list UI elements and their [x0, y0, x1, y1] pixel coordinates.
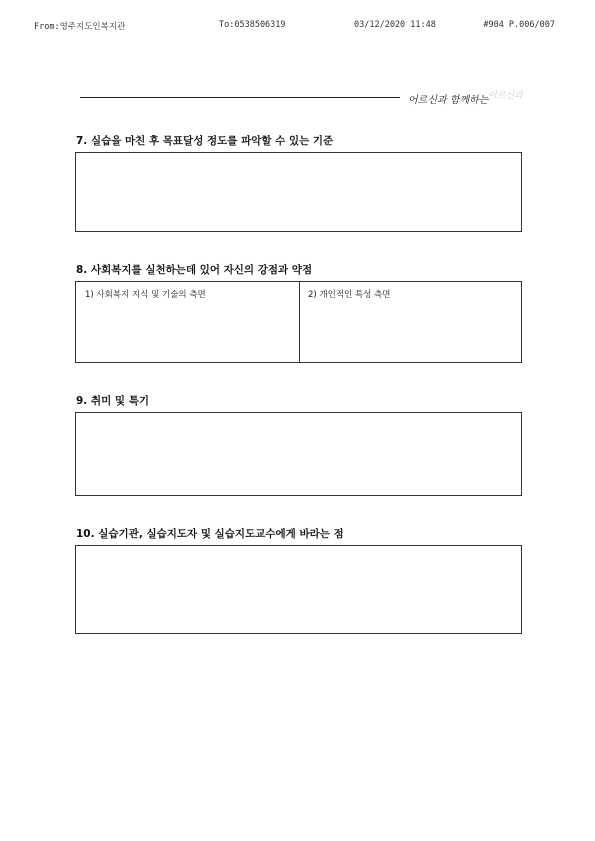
- logo-faint-text: 어르신과: [488, 91, 523, 101]
- question-7-title: 7. 실습을 마친 후 목표달성 정도를 파악할 수 있는 기준: [76, 135, 334, 147]
- fax-header: [34, 20, 555, 32]
- organization-logo: [408, 88, 538, 108]
- fax-datetime: 03/12/2020 11:48: [354, 20, 436, 30]
- question-10-title: 10. 실습기관, 실습지도자 및 실습지도교수에게 바라는 점: [76, 528, 344, 540]
- question-8-right-label: 2) 개인적인 특성 측면: [308, 290, 391, 300]
- fax-page-number: #904 P.006/007: [483, 20, 555, 30]
- question-10-answer-box[interactable]: [75, 545, 522, 634]
- question-8-left-cell[interactable]: [76, 282, 300, 362]
- question-8-answer-box: [75, 281, 522, 363]
- header-rule: [80, 97, 400, 98]
- question-7-answer-box[interactable]: [75, 152, 522, 232]
- question-8-right-cell[interactable]: [299, 282, 521, 362]
- fax-from: From:영주지도인복지관: [34, 22, 126, 32]
- fax-to: To:0538506319: [219, 20, 286, 30]
- question-9-title: 9. 취미 및 특기: [76, 395, 149, 407]
- question-8-title: 8. 사회복지를 실천하는데 있어 자신의 강점과 약점: [76, 264, 313, 276]
- question-8-left-label: 1) 사회복지 지식 및 기술의 측면: [85, 290, 206, 300]
- logo-text: 어르신과 함께하는: [408, 95, 489, 106]
- question-9-answer-box[interactable]: [75, 412, 522, 496]
